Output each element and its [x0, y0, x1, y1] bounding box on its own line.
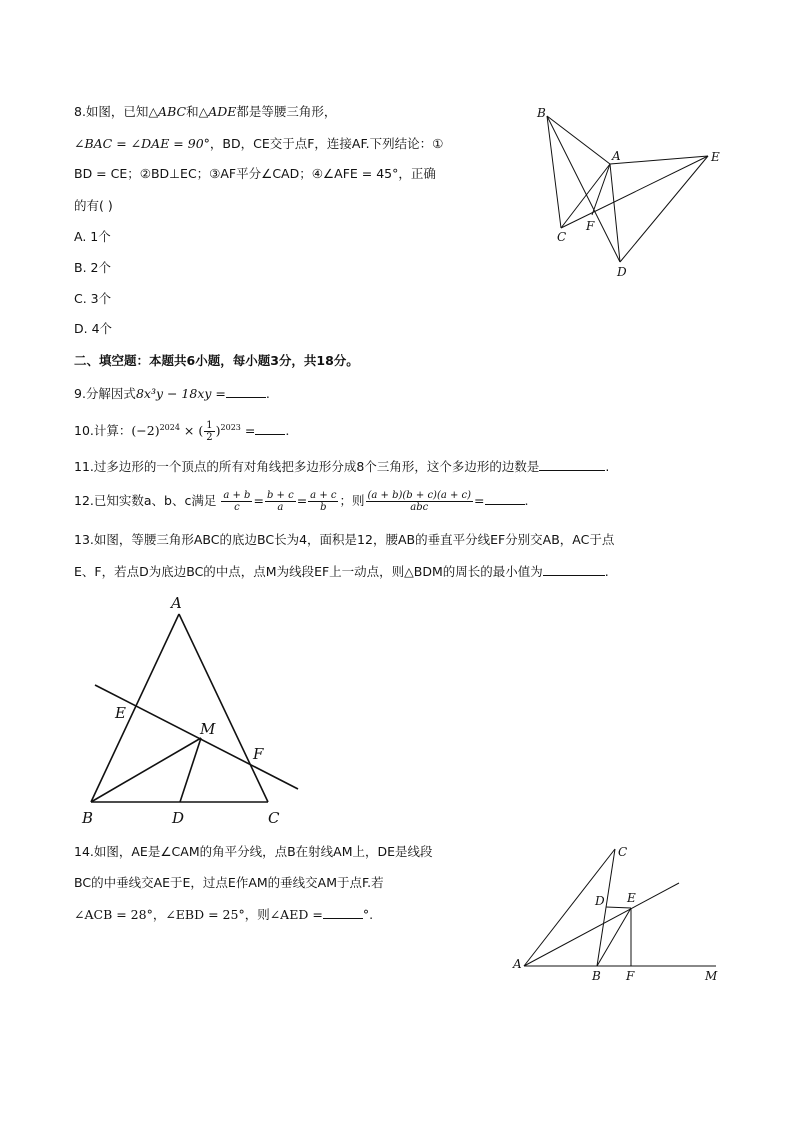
q14-line3: [74, 906, 373, 923]
q12: 12.已知实数a、b、c满足 $\frac{a + b}{c}$ = $\frac{b + c}{a}$ = $\frac{a + c}{b}$ ；则 $\frac{(a + b)(b + c)(a + c)}{\text{abc}}$ = .: [74, 490, 529, 513]
q13-label-m: M: [200, 720, 216, 738]
q8-angles: ∠BAC = ∠DAE = 90°: [74, 136, 210, 151]
q8-option-c: C. 3个: [74, 291, 112, 306]
q9-expr: 8x³y − 18xy =: [135, 386, 226, 401]
q8-line2-text: ，BD，CE交于点F，连接AF.下列结论：①: [209, 136, 444, 151]
q8-label-e: E: [711, 150, 720, 164]
q12-frac1-den: c: [234, 502, 240, 513]
q8-line1-prefix: 8.如图，已知: [74, 104, 149, 119]
q13-seg-ab: [91, 614, 179, 802]
q8-seg-af: [592, 164, 610, 215]
q13-label-c: C: [268, 809, 280, 827]
q8-seg-ba: [547, 116, 610, 164]
q12-frac3-num: a + c: [310, 490, 337, 501]
q14-label-c: C: [618, 845, 628, 859]
q12-frac4-num: (a + b)(b + c)(a + c): [367, 490, 472, 501]
q12-frac1: [221, 490, 252, 513]
q10-base1: (−2): [131, 423, 160, 439]
q12-mid: ；则: [339, 493, 365, 508]
q12-prefix: 12.已知实数a、b、c满足: [74, 493, 217, 508]
q8-seg-ce: [561, 156, 708, 228]
q13-label-a: A: [171, 594, 182, 612]
q13-label-d: D: [172, 809, 185, 827]
q8-triangle-ade: △ADE: [198, 104, 237, 119]
q8-figure: [530, 100, 730, 280]
q12-suffix: .: [524, 493, 529, 508]
q10-exp2: 2023: [220, 423, 241, 432]
q13-label-b: B: [82, 809, 94, 827]
q8-option-a: A. 1个: [74, 229, 111, 244]
q13-seg-bm: [91, 738, 201, 802]
q10-suffix: .: [285, 423, 290, 439]
q14-answer-blank[interactable]: [323, 906, 363, 919]
q10-fraction: [204, 420, 214, 443]
q14-figure: [508, 840, 738, 990]
q12-frac3-den: b: [320, 502, 327, 513]
q13-line-ef: [95, 685, 298, 789]
q8-label-d: D: [617, 265, 627, 279]
q13-line1: 13.如图，等腰三角形ABC的底边BC长为4，面积是12，腰AB的垂直平分线EF分别交AB，AC于点: [74, 532, 615, 547]
q11-suffix: .: [605, 459, 610, 474]
q14-label-a: A: [513, 957, 522, 971]
q14-label-m: M: [705, 969, 718, 983]
q13-seg-ac: [179, 614, 268, 802]
q9: [74, 385, 270, 402]
q12-frac2-num: b + c: [266, 490, 294, 501]
q10: 10.计算：$(-2)^{2024}$ × ( $\frac{1}{2}$ )$^{2023}$ = .: [74, 420, 290, 444]
q12-frac2: [265, 490, 296, 513]
q14-seg-eb: [597, 908, 631, 966]
q13-line2-text: E、F，若点D为底边BC的中点，点M为线段EF上一动点，则△BDM的周长的最小值为: [74, 564, 543, 579]
q14-label-b: B: [592, 969, 601, 983]
q8-label-b: B: [537, 106, 546, 120]
q8-line1: [74, 104, 336, 120]
q10-exp1: 2024: [159, 423, 180, 432]
q8-seg-ad: [610, 164, 620, 262]
q8-label-a: A: [612, 149, 621, 163]
q10-times: ×: [183, 423, 195, 439]
q12-eq: =: [474, 493, 485, 508]
q13-label-e: E: [115, 704, 126, 722]
q12-frac4-den: abc: [410, 502, 429, 513]
q8-line2: [74, 136, 443, 152]
q8-label-c: C: [557, 230, 567, 244]
q8-triangle-abc: △ABC: [148, 104, 187, 119]
q14-label-e: E: [627, 891, 636, 905]
q13-line2: [74, 563, 609, 580]
q11-answer-blank[interactable]: [539, 458, 605, 471]
q8-label-f: F: [586, 219, 595, 233]
q8-seg-ed: [620, 156, 708, 262]
q8-seg-bc: [547, 116, 561, 228]
q14-line3-prefix: ∠ACB = 28°，∠EBD = 25°，则∠AED =: [74, 907, 323, 922]
q14-line2: BC的中垂线交AE于E，过点E作AM的垂线交AM于点F.若: [74, 875, 384, 890]
q8-and: 和: [186, 104, 199, 119]
q12-frac1-num: a + b: [223, 490, 251, 501]
q14-label-d: D: [595, 894, 605, 908]
q13-answer-blank[interactable]: [543, 563, 605, 576]
q14-seg-de: [606, 907, 631, 908]
q12-frac3: [308, 490, 338, 513]
q10-frac-den: 2: [206, 432, 213, 444]
q12-frac2-den: a: [277, 502, 284, 513]
q12-frac4: [366, 490, 474, 513]
q8-line4: 的有( ): [74, 198, 113, 213]
q8-line3: BD = CE；②BD⊥EC；③AF平分∠CAD；④∠AFE = 45°，正确: [74, 166, 436, 181]
q8-option-b: B. 2个: [74, 260, 111, 275]
q11-text: 11.过多边形的一个顶点的所有对角线把多边形分成8个三角形，这个多边形的边数是: [74, 459, 540, 474]
q14-line1: 14.如图，AE是∠CAM的角平分线，点B在射线AM上，DE是线段: [74, 844, 433, 859]
q13-label-f: F: [253, 745, 264, 763]
q9-prefix: 9.分解因式: [74, 386, 136, 401]
q8-line1-suffix: 都是等腰三角形，: [236, 104, 337, 119]
q10-prefix: 10.计算：: [74, 423, 132, 439]
q13-suffix: .: [604, 564, 609, 579]
q10-eq: =: [244, 423, 256, 439]
q14-line3-suffix: °.: [362, 907, 374, 922]
q10-frac-num: 1: [206, 420, 213, 432]
q8-option-d: D. 4个: [74, 321, 113, 336]
q12-answer-blank[interactable]: [485, 492, 525, 505]
q10-answer-blank[interactable]: [255, 422, 285, 435]
q13-figure: [80, 590, 320, 830]
q11: [74, 458, 609, 475]
q9-answer-blank[interactable]: [226, 385, 266, 398]
q14-label-f: F: [626, 969, 635, 983]
section-title: 二、填空题：本题共6小题，每小题3分，共18分。: [74, 353, 359, 368]
q9-suffix: .: [265, 386, 270, 401]
